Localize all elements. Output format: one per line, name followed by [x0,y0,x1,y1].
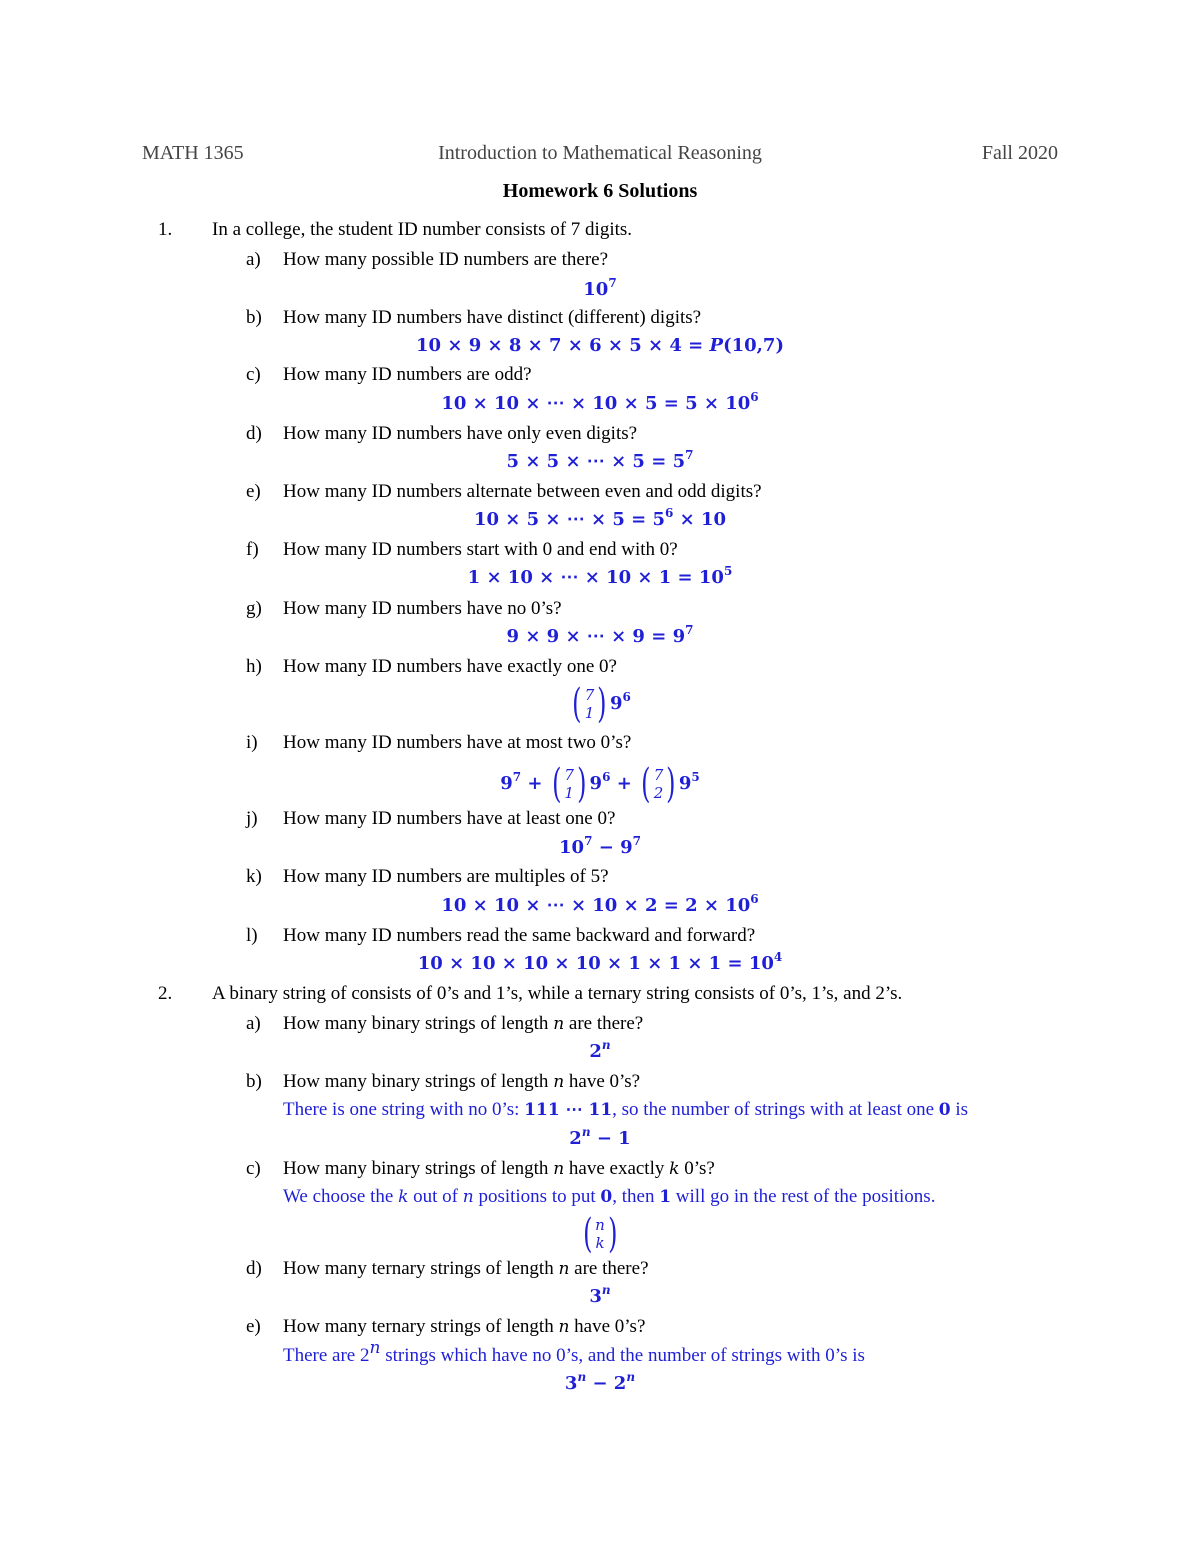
part-question: How many ID numbers have at most two 0’s? [283,732,632,753]
part-answer [0,1211,1200,1257]
part-question: How many ternary strings of length n have 0’s? [283,1316,646,1337]
course-code: MATH 1365 [142,142,244,164]
part-question: How many ID numbers have no 0’s? [283,598,562,619]
part-label: a) [246,249,261,270]
part-label: h) [246,656,262,677]
binomial-coefficient: ( 7 1 ) [551,761,587,807]
part-label: l) [246,925,258,946]
part-label: j) [246,808,258,829]
part-label: e) [246,481,261,502]
binomial-coefficient: ( n k ) [582,1211,618,1257]
part-answer: $10 \times 10 \times 10 \times 10 \times 1 \times 1 \times 1 = 10^4$ [417,950,783,974]
part-label: i) [246,732,258,753]
problem-1-number: 1. [158,219,173,240]
part-label: c) [246,364,261,385]
part-question: How many ID numbers read the same backward and forward? [283,925,756,946]
part-question: How many ID numbers have at least one 0? [283,808,616,829]
part-question: How many ternary strings of length n are there? [283,1258,649,1279]
part-question: How many ID numbers have exactly one 0? [283,656,617,677]
page-title: Homework 6 Solutions [502,180,698,202]
part-answer: 10 × 10 × ⋯ × $10 \times 5 = 5 \times 10^6$ [441,390,759,414]
part-question: How many binary strings of length n are there? [283,1013,644,1034]
part-label: d) [246,423,262,444]
problem-2-number: 2. [158,983,173,1004]
part-question: How many binary strings of length n have exactly k 0’s? [283,1158,715,1179]
solution-note: There are 2$^n$ strings which have no 0’s, and the number of strings with 0’s is [283,1338,865,1366]
part-label: g) [246,598,262,619]
part-question: How many ID numbers start with 0 and end with 0? [283,539,678,560]
part-answer: $3^n - 2^n$ [564,1370,636,1394]
term: Fall 2020 [981,142,1058,164]
problem-1-text: In a college, the student ID number consists of 7 digits. [212,219,633,240]
part-answer: 3$^n$ [589,1283,611,1307]
part-question: How many ID numbers have distinct (different) digits? [283,307,702,328]
part-question: How many binary strings of length n have 0’s? [283,1071,641,1092]
binomial-coefficient: ( 7 2 ) [641,761,676,807]
part-answer: $10^7$ [583,276,617,300]
part-question: How many ID numbers alternate between even and odd digits? [283,481,762,502]
binomial-coefficient: ( 7 1 ) [572,681,607,727]
problem-2-text: A binary string of consists of 0’s and 1’s, while a ternary string consists of 0’s, 1’s, and 2’s. [212,983,903,1004]
course-title: Introduction to Mathematical Reasoning [438,142,762,164]
part-answer: 1 × 10 × ⋯ × $10 \times 1 = 10^5$ [467,564,733,588]
part-label: k) [246,866,262,887]
solution-note: There is one string with no 0’s: 111 ⋯ 11, so the number of strings with at least one 0 is [283,1099,969,1120]
part-answer: 10 × 9 × 8 × 7 × 6 × 5 × 4 = P(10,7) [416,335,784,356]
part-answer: 10 × 10 × ⋯ × $10 \times 2 = 2 \times 10^6$ [441,892,759,916]
part-label: b) [246,307,262,328]
part-answer: $10^7 - 9^7$ [559,834,641,858]
part-answer: 5 × 5 × ⋯ × $5 = 5^7$ [506,448,694,472]
part-answer: $2^n - 1$ [569,1125,631,1149]
part-label: e) [246,1316,261,1337]
part-answer: 9 × 9 × ⋯ × $9 = 9^7$ [506,623,694,647]
part-question: How many ID numbers have only even digits? [283,423,638,444]
solution-note: We choose the k out of n positions to put 0, then 1 will go in the rest of the positions. [283,1186,936,1207]
part-answer: ( 7 1 ) $9^6$ [0,684,1200,724]
part-answer: $9^7$ + ( 7 1 ) $9^6$ + ( 7 2 ) $9^5$ [500,761,700,807]
part-label: c) [246,1158,261,1179]
part-label: a) [246,1013,261,1034]
part-label: d) [246,1258,262,1279]
part-question: How many possible ID numbers are there? [283,249,609,270]
part-answer: 2$^n$ [589,1038,611,1062]
part-question: How many ID numbers are odd? [283,364,532,385]
part-label: b) [246,1071,262,1092]
part-question: How many ID numbers are multiples of 5? [283,866,609,887]
part-label: f) [246,539,259,560]
part-answer: 10 × 5 × ⋯ × $5 = 5^6 \times 10$ [473,506,727,530]
